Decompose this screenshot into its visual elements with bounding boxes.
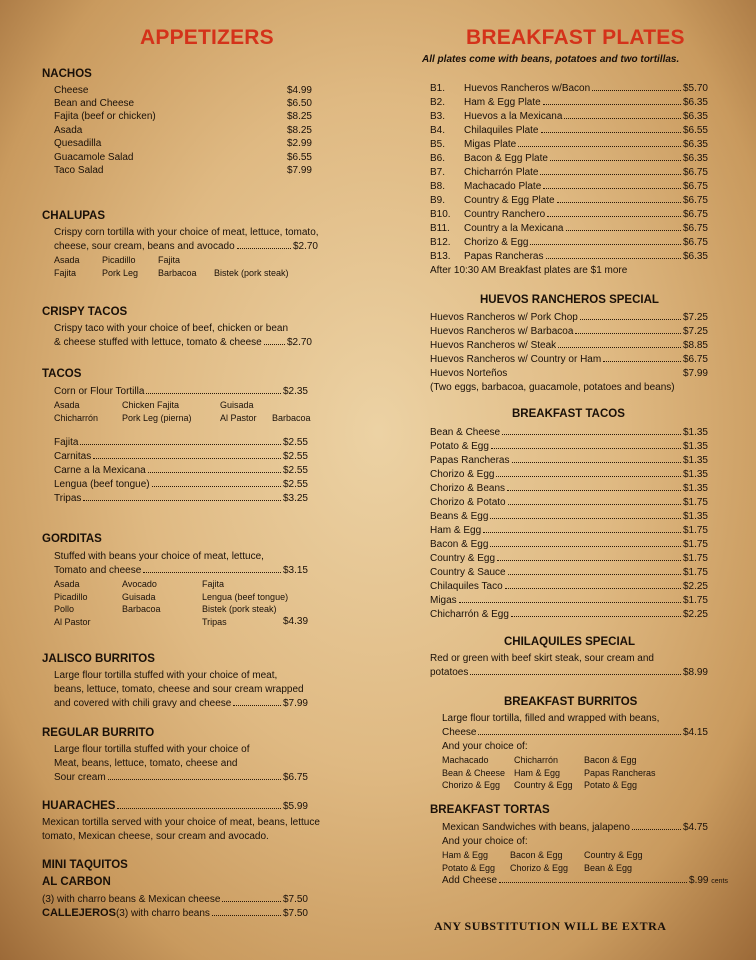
breakfast-tortas-heading: BREAKFAST TORTAS <box>430 804 550 816</box>
appetizers-title: APPETIZERS <box>140 26 274 49</box>
list-item: Cheese $4.99 <box>54 85 312 96</box>
list-item: Asada $8.25 <box>54 125 312 136</box>
chilaquiles-heading: CHILAQUILES SPECIAL <box>504 636 635 648</box>
list-item: Chicharrón & Egg $2.25 <box>430 609 708 620</box>
tortas-price-row: Mexican Sandwiches with beans, jalapeno $4.75 <box>442 822 708 833</box>
list-item: Chilaquiles Taco $2.25 <box>430 581 708 592</box>
list-item: B7. Chicharrón Plate $6.75 <box>430 167 708 178</box>
burritos-desc: Large flour tortilla, filled and wrapped with beans, <box>442 713 660 724</box>
list-item: Fajita (beef or chicken) $8.25 <box>54 111 312 122</box>
add-cheese-row: Add Cheese $.99 cents <box>442 875 728 886</box>
breakfast-burritos-heading: BREAKFAST BURRITOS <box>504 696 638 708</box>
list-item: Bacon & Egg $1.75 <box>430 539 708 550</box>
list-item: B10. Country Ranchero $6.75 <box>430 209 708 220</box>
list-item: B1. Huevos Rancheros w/Bacon $5.70 <box>430 83 708 94</box>
regular-desc-2: Meat, beans, lettuce, tomato, cheese and <box>54 758 238 769</box>
gorditas-extra-price: $4.39 <box>283 616 309 627</box>
jalisco-heading: JALISCO BURRITOS <box>42 653 155 665</box>
regular-burrito-heading: REGULAR BURRITO <box>42 727 155 739</box>
list-item: Country & Egg $1.75 <box>430 553 708 564</box>
tortas-options: Ham & Egg Bacon & Egg Country & Egg Potato & Egg Chorizo & Egg Bean & Egg <box>442 850 643 873</box>
list-item: B4. Chilaquiles Plate $6.55 <box>430 125 708 136</box>
list-item: B5. Migas Plate $6.35 <box>430 139 708 150</box>
burritos-price-row: Cheese $4.15 <box>442 727 708 738</box>
gorditas-options: Asada Avocado Fajita Picadillo Guisada Lengua (beef tongue) Pollo Barbacoa Bistek (pork steak) <box>54 579 289 614</box>
list-item: B8. Machacado Plate $6.75 <box>430 181 708 192</box>
al-carbon-row: (3) with charro beans & Mexican cheese $7.50 <box>42 894 308 905</box>
huevos-special-heading: HUEVOS RANCHEROS SPECIAL <box>480 294 659 306</box>
list-item: Chorizo & Egg $1.35 <box>430 469 708 480</box>
tortas-choice: And your choice of: <box>442 836 528 847</box>
breakfast-tacos-heading: BREAKFAST TACOS <box>512 408 625 420</box>
breakfast-subtitle: All plates come with beans, potatoes and two tortillas. <box>422 54 680 65</box>
al-carbon-heading: AL CARBON <box>42 876 111 888</box>
list-item: Guacamole Salad $6.55 <box>54 152 312 163</box>
huaraches-row: HUARACHES $5.99 <box>42 800 308 812</box>
gorditas-desc: Stuffed with beans your choice of meat, lettuce, <box>54 551 264 562</box>
list-item: Potato & Egg $1.35 <box>430 441 708 452</box>
burritos-choice: And your choice of: <box>442 741 528 752</box>
list-item: Bean and Cheese $6.50 <box>54 98 312 109</box>
list-item: Migas $1.75 <box>430 595 708 606</box>
chalupas-desc: Crispy corn tortilla with your choice of meat, lettuce, tomato, <box>54 227 319 238</box>
list-item: Huevos Rancheros w/ Steak $8.85 <box>430 340 708 351</box>
burritos-options: Machacado Chicharrón Bacon & Egg Bean & Cheese Ham & Egg Papas Rancheras Chorizo & Egg Country & Egg Potato & Egg <box>442 755 656 790</box>
list-item: Beans & Egg $1.35 <box>430 511 708 522</box>
tacos-heading: TACOS <box>42 368 82 380</box>
list-item: Carnitas $2.55 <box>54 451 308 462</box>
list-item: B12. Chorizo & Egg $6.75 <box>430 237 708 248</box>
list-item: Lengua (beef tongue) $2.55 <box>54 479 308 490</box>
list-item: Fajita $2.55 <box>54 437 308 448</box>
list-item: Taco Salad $7.99 <box>54 165 312 176</box>
huaraches-desc-2: tomato, Mexican cheese, sour cream and avocado. <box>42 831 269 842</box>
nachos-heading: NACHOS <box>42 68 92 80</box>
list-item: Carne a la Mexicana $2.55 <box>54 465 308 476</box>
list-item: Tripas $3.25 <box>54 493 308 504</box>
crispy-tacos-desc: Crispy taco with your choice of beef, chicken or bean <box>54 323 289 334</box>
callejeros-row: CALLEJEROS (3) with charro beans $7.50 <box>42 907 308 919</box>
list-item: Papas Rancheras $1.35 <box>430 455 708 466</box>
substitution-note: ANY SUBSTITUTION WILL BE EXTRA <box>434 919 667 933</box>
crispy-tacos-heading: CRISPY TACOS <box>42 306 128 318</box>
chalupas-options: Asada Picadillo Fajita Fajita Pork Leg Barbacoa Bistek (pork steak) <box>54 255 289 278</box>
list-item: Huevos Norteños $7.99 <box>430 368 708 379</box>
list-item: Bean & Cheese $1.35 <box>430 427 708 438</box>
jalisco-desc-2: beans, lettuce, tomato, cheese and sour cream wrapped <box>54 684 304 695</box>
list-item: Huevos Rancheros w/ Pork Chop $7.25 <box>430 312 708 323</box>
list-item: Ham & Egg $1.75 <box>430 525 708 536</box>
gorditas-extra-name: Al Pastor <box>54 617 91 627</box>
list-item: Chorizo & Potato $1.75 <box>430 497 708 508</box>
chalupas-price-row: cheese, sour cream, beans and avocado $2.70 <box>54 241 318 252</box>
crispy-tacos-price-row: & cheese stuffed with lettuce, tomato & cheese $2.70 <box>54 337 312 348</box>
gorditas-heading: GORDITAS <box>42 533 102 545</box>
regular-price-row: Sour cream $6.75 <box>54 772 308 783</box>
chilaquiles-price-row: potatoes $8.99 <box>430 667 708 678</box>
breakfast-title: BREAKFAST PLATES <box>466 26 685 49</box>
jalisco-desc-1: Large flour tortilla stuffed with your choice of meat, <box>54 670 278 681</box>
list-item: B6. Bacon & Egg Plate $6.35 <box>430 153 708 164</box>
chilaquiles-desc: Red or green with beef skirt steak, sour cream and <box>430 653 654 664</box>
gorditas-price-row: Tomato and cheese $3.15 <box>54 565 308 576</box>
tacos-options: Asada Chicken Fajita Guisada Chicharrón Pork Leg (pierna) Al Pastor Barbacoa <box>54 400 311 423</box>
mini-taquitos-heading: MINI TAQUITOS <box>42 859 128 871</box>
list-item: Huevos Rancheros w/ Country or Ham $6.75 <box>430 354 708 365</box>
list-item: B11. Country a la Mexicana $6.75 <box>430 223 708 234</box>
gorditas-extra-label: Tripas <box>202 617 227 627</box>
list-item: B13. Papas Rancheras $6.35 <box>430 251 708 262</box>
list-item: B2. Ham & Egg Plate $6.35 <box>430 97 708 108</box>
list-item: Huevos Rancheros w/ Barbacoa $7.25 <box>430 326 708 337</box>
list-item: B3. Huevos a la Mexicana $6.35 <box>430 111 708 122</box>
chalupas-heading: CHALUPAS <box>42 210 106 222</box>
huevos-note: (Two eggs, barbacoa, guacamole, potatoes and beans) <box>430 382 675 393</box>
huaraches-desc-1: Mexican tortilla served with your choice of meat, beans, lettuce <box>42 817 320 828</box>
plates-note: After 10:30 AM Breakfast plates are $1 more <box>430 265 628 276</box>
jalisco-price-row: and covered with chili gravy and cheese $7.99 <box>54 698 308 709</box>
tacos-main-row: Corn or Flour Tortilla $2.35 <box>54 386 308 397</box>
regular-desc-1: Large flour tortilla stuffed with your choice of <box>54 744 250 755</box>
list-item: B9. Country & Egg Plate $6.75 <box>430 195 708 206</box>
list-item: Country & Sauce $1.75 <box>430 567 708 578</box>
list-item: Quesadilla $2.99 <box>54 138 312 149</box>
list-item: Chorizo & Beans $1.35 <box>430 483 708 494</box>
